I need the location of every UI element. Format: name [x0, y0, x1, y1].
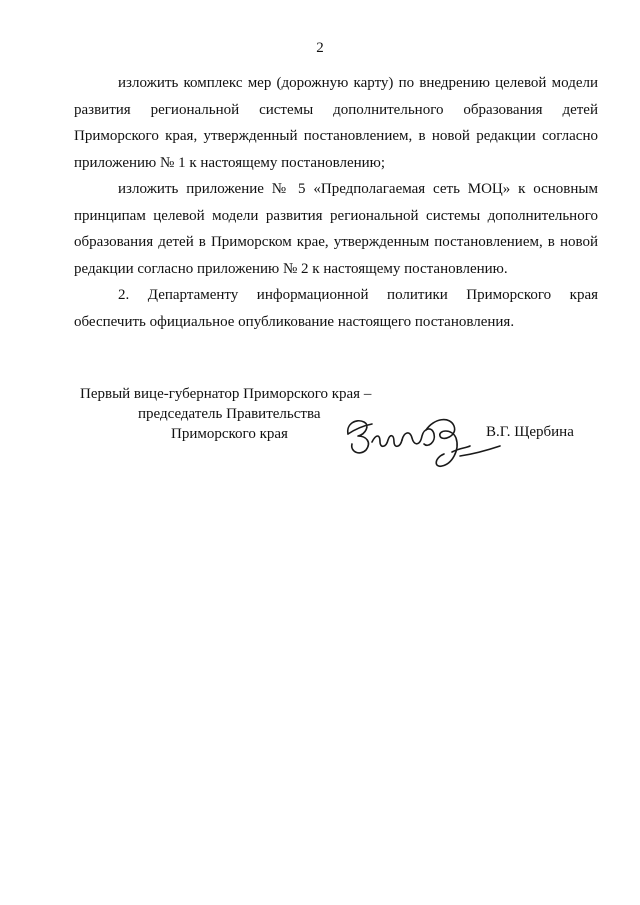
position-line-3: Приморского края — [171, 426, 288, 442]
signatory-position — [80, 384, 380, 444]
paragraph-roadmap: изложить комплекс мер (дорожную карту) по внедрению целевой модели развития региональной системы дополнительного образования детей Приморского края, утвержденный постановлением, в новой редакции согласно приложению № 1 к настоящему постановлению; — [74, 75, 598, 171]
paragraph-appendix-5: изложить приложение № 5 «Предполагаемая сеть МОЦ» к основным принципам целевой модели развития региональной системы дополнительного образования детей в Приморском крае, утвержденным постановлением, в новой редакции согласно приложению № 2 к настоящему постановлению. — [74, 181, 598, 277]
position-line-1: Первый вице-губернатор Приморского края – — [80, 386, 372, 402]
signer-name: В.Г. Щербина — [486, 424, 574, 440]
handwritten-signature — [342, 408, 512, 474]
paragraph-publication: 2. Департаменту информационной политики Приморского края обеспечить официальное опубликование настоящего постановления. — [74, 287, 598, 330]
position-line-2: председатель Правительства — [138, 406, 321, 422]
page-number: 2 — [316, 40, 324, 56]
document-body — [74, 70, 598, 335]
